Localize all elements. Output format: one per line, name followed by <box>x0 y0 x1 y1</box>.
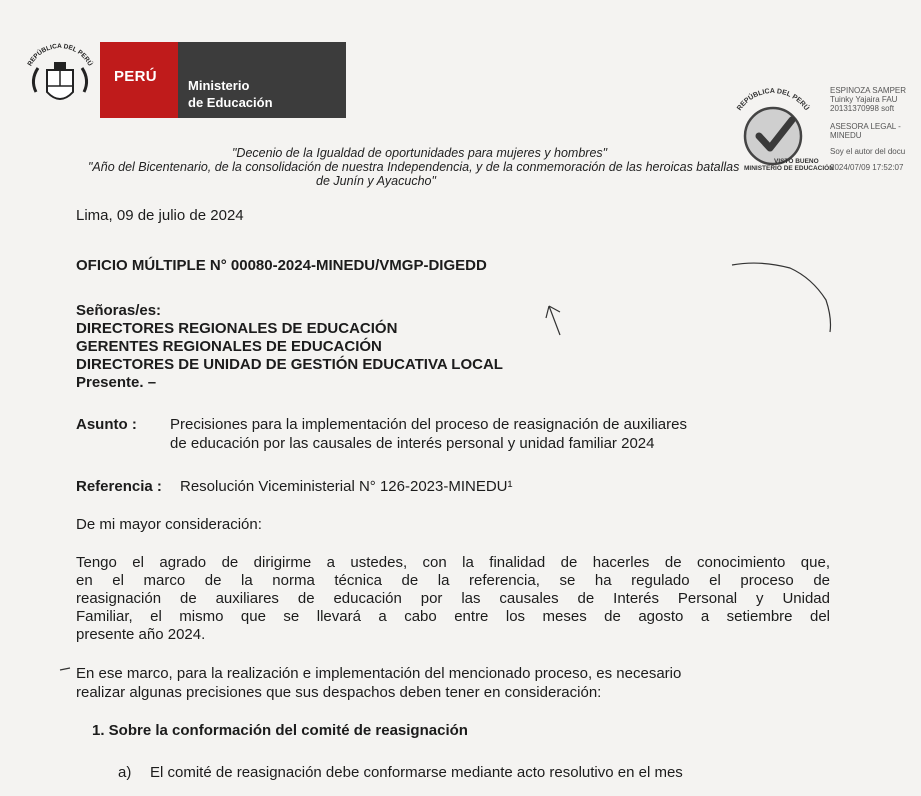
signature-timestamp: 2024/07/09 17:52:07 <box>830 163 904 172</box>
asunto-line1: Precisiones para la implementación del proceso de reasignación de auxiliares <box>170 416 687 433</box>
svg-text:REPÚBLICA DEL PERÚ: REPÚBLICA DEL PERÚ <box>26 42 94 68</box>
seal-ministry: MINISTERIO DE EDUCACIÓN <box>744 165 834 172</box>
referencia-text: Resolución Viceministerial N° 126-2023-MINEDU¹ <box>180 478 513 495</box>
para1-line3: reasignación de auxiliares de educación por las causales de Interés Personal y Unidad <box>76 590 830 607</box>
para1-line2: en el marco de la norma técnica de la referencia, se ha regulado el proceso de <box>76 572 830 589</box>
pen-dash-mark <box>60 668 70 670</box>
recipient-3: DIRECTORES DE UNIDAD DE GESTIÓN EDUCATIVA LOCAL <box>76 356 503 373</box>
signature-name1: ESPINOZA SAMPER <box>830 86 907 95</box>
signature-name2: Tuinky Yajaira FAU <box>830 95 898 104</box>
decenio-line3: de Junín y Ayacucho" <box>316 174 436 188</box>
decenio-line1: "Decenio de la Igualdad de oportunidades para mujeres y hombres" <box>232 146 608 160</box>
para2-line1: En ese marco, para la realización e implementación del mencionado proceso, es necesario <box>76 665 682 682</box>
pen-arrow-mark <box>546 306 560 335</box>
para1-line1: Tengo el agrado de dirigirme a ustedes, con la finalidad de hacerles de conocimiento que, <box>76 554 830 571</box>
para2-line2: realizar algunas precisiones que sus despachos deben tener en consideración: <box>76 684 602 701</box>
seal-visto-bueno: VISTO BUENO <box>774 158 819 165</box>
letter-date: Lima, 09 de julio de 2024 <box>76 207 244 224</box>
asunto-label: Asunto : <box>76 416 137 433</box>
country-label: PERÚ <box>114 68 157 85</box>
section-heading-1: 1. Sobre la conformación del comité de reasignación <box>92 722 468 739</box>
para1-line4: Familiar, el mismo que se llevará a cabo entre los meses de agosto a setiembre del <box>76 608 830 625</box>
oficio-number: OFICIO MÚLTIPLE N° 00080-2024-MINEDU/VMGP-DIGEDD <box>76 257 487 274</box>
signature-reason: Soy el autor del docu <box>830 147 906 156</box>
ministry-name-line2: de Educación <box>188 95 273 110</box>
signature-role2: MINEDU <box>830 131 862 140</box>
item-a-label: a) <box>118 764 132 781</box>
ministry-name-line1: Ministerio <box>188 78 250 93</box>
decenio-line2: "Año del Bicentenario, de la consolidación de nuestra Independencia, y de la conmemoración de las heroicas batallas <box>88 160 740 174</box>
greeting: De mi mayor consideración: <box>76 516 262 533</box>
pen-curve-mark <box>732 263 831 332</box>
peru-coat-of-arms <box>20 40 100 110</box>
item-a-text: El comité de reasignación debe conformarse mediante acto resolutivo en el mes <box>150 764 683 781</box>
referencia-label: Referencia : <box>76 478 162 495</box>
signature-role1: ASESORA LEGAL - <box>830 122 901 131</box>
recipient-2: GERENTES REGIONALES DE EDUCACIÓN <box>76 338 382 355</box>
signature-id: 20131370998 soft <box>830 104 895 113</box>
recipient-1: DIRECTORES REGIONALES DE EDUCACIÓN <box>76 320 398 337</box>
asunto-line2: de educación por las causales de interés personal y unidad familiar 2024 <box>170 435 655 452</box>
svg-text:REPÚBLICA DEL PERÚ: REPÚBLICA DEL PERÚ <box>736 87 810 113</box>
presente: Presente. – <box>76 374 157 391</box>
para1-line5: presente año 2024. <box>76 626 206 643</box>
salutation: Señoras/es: <box>76 302 162 319</box>
